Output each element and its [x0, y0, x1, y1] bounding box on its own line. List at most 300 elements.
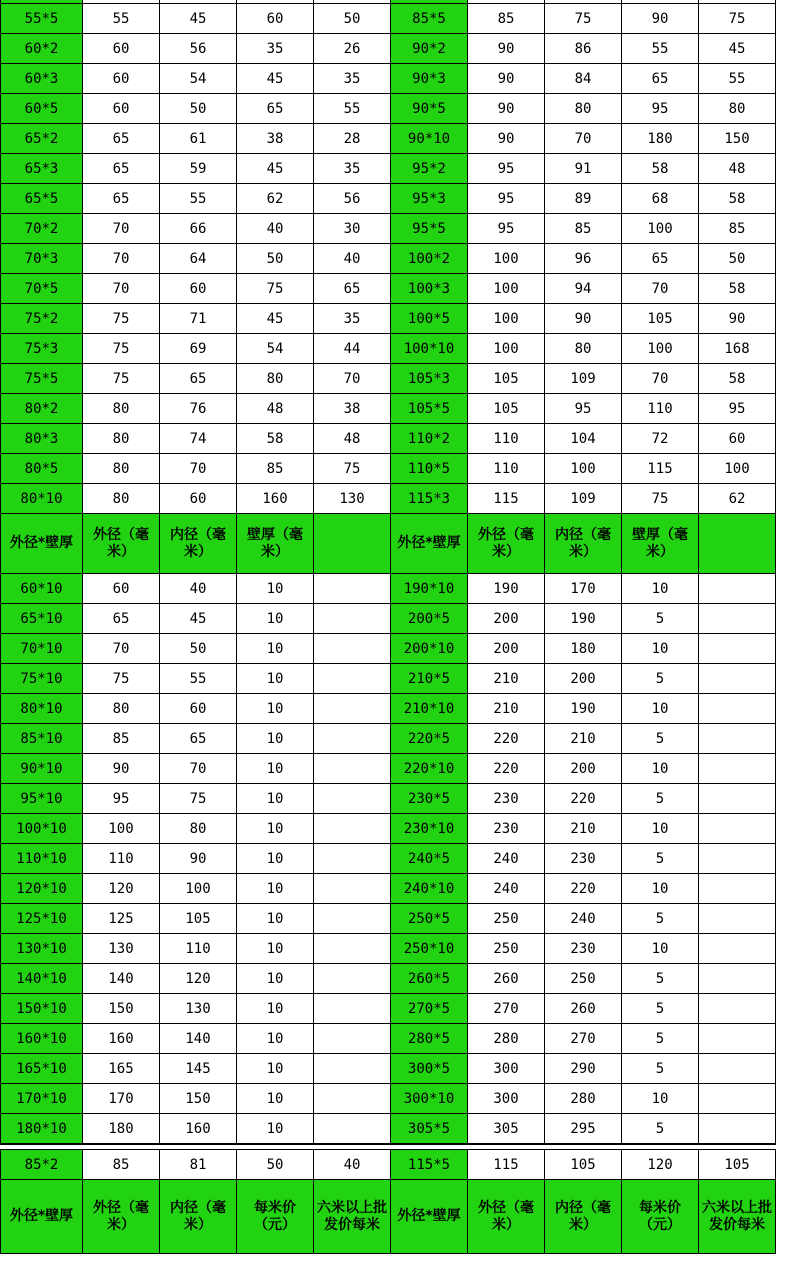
table-cell-col9	[699, 1024, 776, 1054]
table-cell-col9: 60	[699, 424, 776, 454]
table-cell-col7: 91	[545, 154, 622, 184]
table-cell-col6: 105	[468, 364, 545, 394]
table-cell-col6: 270	[468, 994, 545, 1024]
table-cell-col0: 95*10	[0, 784, 83, 814]
table-cell-col7: 70	[545, 124, 622, 154]
table-cell-col6: 240	[468, 844, 545, 874]
table-cell-col4: 40	[314, 244, 391, 274]
table-row	[0, 304, 776, 334]
table-cell-col6: 95	[468, 184, 545, 214]
table-cell-col4: 56	[314, 184, 391, 214]
table-cell-col6: 250	[468, 904, 545, 934]
table-cell-col9	[699, 904, 776, 934]
table-cell-col0: 85*10	[0, 724, 83, 754]
table-cell-col1: 180	[83, 1114, 160, 1144]
table-cell-col6: 240	[468, 874, 545, 904]
table-cell-col5: 200*5	[391, 604, 468, 634]
table-cell-col9	[699, 634, 776, 664]
table-cell-col8: 5	[622, 784, 699, 814]
table-cell-col1: 150	[83, 994, 160, 1024]
table-cell-col8: 65	[622, 64, 699, 94]
table-cell-col4: 35	[314, 154, 391, 184]
table-cell-col5: 220*5	[391, 724, 468, 754]
table-cell-col1: 85	[83, 724, 160, 754]
table-cell-col9	[699, 844, 776, 874]
table-cell-col5: 90*2	[391, 34, 468, 64]
table-row	[0, 64, 776, 94]
table-cell-col3: 10	[237, 814, 314, 844]
table-cell-col3: 62	[237, 184, 314, 214]
table-cell-col2: 71	[160, 304, 237, 334]
table-cell-col8: 10	[622, 634, 699, 664]
table-cell-col8: 115	[622, 454, 699, 484]
table-cell-col2: 80	[160, 814, 237, 844]
table-row	[0, 94, 776, 124]
table-cell-col7: 89	[545, 184, 622, 214]
table-row	[0, 844, 776, 874]
table-cell-col4: 55	[314, 94, 391, 124]
table-cell-col9: 55	[699, 64, 776, 94]
table-cell-col1: 90	[83, 754, 160, 784]
table-row	[0, 1150, 776, 1180]
table-cell-col9	[699, 694, 776, 724]
table-cell-col3: 10	[237, 724, 314, 754]
table-cell-col5: 105*5	[391, 394, 468, 424]
table-cell-col9: 62	[699, 484, 776, 514]
table-cell-col9	[699, 784, 776, 814]
table-cell-col7: 290	[545, 1054, 622, 1084]
table-cell-col8: 55	[622, 34, 699, 64]
table-cell-col8: 100	[622, 334, 699, 364]
table-cell-col8: 5	[622, 1024, 699, 1054]
table-cell-col0: 75*3	[0, 334, 83, 364]
table-cell-col2: 130	[160, 994, 237, 1024]
table-cell-col0: 80*3	[0, 424, 83, 454]
table-cell-col6: 210	[468, 664, 545, 694]
header-cell-col9: 六米以上批发价每米	[699, 1180, 776, 1254]
table-cell-col6: 300	[468, 1084, 545, 1114]
table-row	[0, 154, 776, 184]
table-cell-col8: 10	[622, 754, 699, 784]
table-cell-col0: 70*5	[0, 274, 83, 304]
table-cell-col6: 300	[468, 1054, 545, 1084]
table-cell-col0: 70*10	[0, 634, 83, 664]
table-cell-col4	[314, 964, 391, 994]
table-cell-col3: 85	[237, 454, 314, 484]
table-row	[0, 124, 776, 154]
table-cell-col1: 70	[83, 634, 160, 664]
table-cell-col0: 65*3	[0, 154, 83, 184]
table-cell-col7: 200	[545, 754, 622, 784]
table-cell-col1: 170	[83, 1084, 160, 1114]
table-cell-col9	[699, 874, 776, 904]
table-row	[0, 814, 776, 844]
table-cell-col3: 75	[237, 274, 314, 304]
table-cell-col4	[314, 634, 391, 664]
table-cell-col4	[314, 934, 391, 964]
table-cell-col5: 210*5	[391, 664, 468, 694]
table-cell-col2: 76	[160, 394, 237, 424]
table-cell-col8: 120	[622, 1150, 699, 1180]
table-cell-col4	[314, 1114, 391, 1144]
table-cell-col9	[699, 574, 776, 604]
header-cell-col1: 外径（毫米）	[83, 514, 160, 574]
table-cell-col5: 90*10	[391, 124, 468, 154]
table-cell-col4: 40	[314, 1150, 391, 1180]
table-cell-col1: 125	[83, 904, 160, 934]
table-cell-col9	[699, 964, 776, 994]
table-cell-col6: 115	[468, 1150, 545, 1180]
table-cell-col9: 58	[699, 184, 776, 214]
table-cell-col6: 260	[468, 964, 545, 994]
table-cell-col4: 75	[314, 454, 391, 484]
table-cell-col3: 10	[237, 964, 314, 994]
table-cell-col4: 44	[314, 334, 391, 364]
table-cell-col2: 90	[160, 844, 237, 874]
table-row	[0, 424, 776, 454]
table-cell-col6: 100	[468, 244, 545, 274]
table-cell-col1: 60	[83, 64, 160, 94]
table-cell-col2: 50	[160, 94, 237, 124]
table-cell-col3: 40	[237, 214, 314, 244]
table-row	[0, 1114, 776, 1144]
table-cell-col1: 130	[83, 934, 160, 964]
table-cell-col9	[699, 1084, 776, 1114]
table-cell-col3: 10	[237, 604, 314, 634]
table-row	[0, 34, 776, 64]
table-cell-col4	[314, 844, 391, 874]
table-cell-col2: 40	[160, 574, 237, 604]
table-cell-col4: 48	[314, 424, 391, 454]
table-cell-col3: 10	[237, 844, 314, 874]
table-cell-col7: 80	[545, 94, 622, 124]
table-cell-col9	[699, 1114, 776, 1144]
table-cell-col5: 110*5	[391, 454, 468, 484]
table-cell-col3: 10	[237, 784, 314, 814]
header-cell-col2: 内径（毫米）	[160, 514, 237, 574]
table-cell-col8: 180	[622, 124, 699, 154]
table-cell-col4: 38	[314, 394, 391, 424]
table-cell-col9: 80	[699, 94, 776, 124]
header-cell-col8: 每米价（元）	[622, 1180, 699, 1254]
table-cell-col3: 10	[237, 994, 314, 1024]
table-cell-col2: 55	[160, 664, 237, 694]
table-cell-col9: 75	[699, 4, 776, 34]
table-cell-col5: 240*5	[391, 844, 468, 874]
table-row	[0, 184, 776, 214]
table-cell-col5: 100*3	[391, 274, 468, 304]
table-cell-col2: 75	[160, 784, 237, 814]
table-cell-col9	[699, 814, 776, 844]
table-cell-col6: 100	[468, 304, 545, 334]
table-cell-col5: 190*10	[391, 574, 468, 604]
table-row	[0, 904, 776, 934]
table-cell-col2: 60	[160, 694, 237, 724]
table-cell-col0: 100*10	[0, 814, 83, 844]
table-cell-col4: 50	[314, 4, 391, 34]
table-cell-col1: 80	[83, 424, 160, 454]
header-row	[0, 514, 776, 574]
table-cell-col9: 105	[699, 1150, 776, 1180]
table-cell-col3: 50	[237, 1150, 314, 1180]
table-cell-col9: 90	[699, 304, 776, 334]
table-cell-col4: 130	[314, 484, 391, 514]
table-cell-col1: 70	[83, 274, 160, 304]
table-cell-col8: 75	[622, 484, 699, 514]
table-cell-col2: 81	[160, 1150, 237, 1180]
table-cell-col2: 66	[160, 214, 237, 244]
table-cell-col3: 160	[237, 484, 314, 514]
table-cell-col9	[699, 1054, 776, 1084]
table-cell-col3: 54	[237, 334, 314, 364]
table-cell-col8: 72	[622, 424, 699, 454]
header-cell-col5: 外径*壁厚	[391, 514, 468, 574]
table-row	[0, 694, 776, 724]
table-cell-col7: 230	[545, 934, 622, 964]
table-cell-col2: 61	[160, 124, 237, 154]
table-cell-col8: 10	[622, 814, 699, 844]
table-row	[0, 364, 776, 394]
table-cell-col1: 80	[83, 394, 160, 424]
table-cell-col7: 104	[545, 424, 622, 454]
table-cell-col5: 300*10	[391, 1084, 468, 1114]
table-cell-col7: 80	[545, 334, 622, 364]
table-cell-col4	[314, 724, 391, 754]
table-cell-col3: 50	[237, 244, 314, 274]
table-cell-col7: 96	[545, 244, 622, 274]
table-cell-col7: 170	[545, 574, 622, 604]
table-cell-col9: 100	[699, 454, 776, 484]
table-cell-col1: 100	[83, 814, 160, 844]
table-cell-col0: 60*3	[0, 64, 83, 94]
table-cell-col8: 100	[622, 214, 699, 244]
table-cell-col0: 75*10	[0, 664, 83, 694]
table-cell-col8: 10	[622, 874, 699, 904]
table-cell-col1: 165	[83, 1054, 160, 1084]
table-cell-col7: 90	[545, 304, 622, 334]
table-cell-col3: 35	[237, 34, 314, 64]
table-cell-col7: 295	[545, 1114, 622, 1144]
table-cell-col2: 160	[160, 1114, 237, 1144]
table-row	[0, 4, 776, 34]
table-cell-col4	[314, 1054, 391, 1084]
table-cell-col3: 10	[237, 1114, 314, 1144]
table-cell-col1: 140	[83, 964, 160, 994]
table-cell-col0: 125*10	[0, 904, 83, 934]
table-cell-col0: 60*2	[0, 34, 83, 64]
table-cell-col5: 260*5	[391, 964, 468, 994]
table-cell-col1: 60	[83, 574, 160, 604]
table-cell-col4: 35	[314, 304, 391, 334]
table-cell-col0: 160*10	[0, 1024, 83, 1054]
table-cell-col3: 10	[237, 1024, 314, 1054]
table-cell-col5: 210*10	[391, 694, 468, 724]
table-cell-col4	[314, 604, 391, 634]
table-cell-col5: 250*10	[391, 934, 468, 964]
table-cell-col7: 210	[545, 724, 622, 754]
table-cell-col1: 70	[83, 244, 160, 274]
table-cell-col7: 230	[545, 844, 622, 874]
table-cell-col9	[699, 934, 776, 964]
table-cell-col2: 70	[160, 454, 237, 484]
table-cell-col8: 10	[622, 694, 699, 724]
table-cell-col2: 65	[160, 364, 237, 394]
table-cell-col5: 250*5	[391, 904, 468, 934]
table-cell-col9: 58	[699, 274, 776, 304]
header-cell-col9	[699, 514, 776, 574]
table-cell-col0: 75*5	[0, 364, 83, 394]
table-cell-col8: 5	[622, 604, 699, 634]
table-cell-col2: 59	[160, 154, 237, 184]
table-row	[0, 1024, 776, 1054]
table-cell-col3: 10	[237, 754, 314, 784]
table-cell-col5: 95*3	[391, 184, 468, 214]
table-cell-col7: 75	[545, 4, 622, 34]
table-cell-col5: 240*10	[391, 874, 468, 904]
table-cell-col5: 220*10	[391, 754, 468, 784]
table-cell-col6: 90	[468, 34, 545, 64]
table-cell-col3: 10	[237, 904, 314, 934]
table-cell-col8: 90	[622, 4, 699, 34]
table-cell-col8: 110	[622, 394, 699, 424]
table-cell-col0: 120*10	[0, 874, 83, 904]
table-row	[0, 964, 776, 994]
table-row	[0, 274, 776, 304]
table-cell-col0: 75*2	[0, 304, 83, 334]
table-cell-col5: 230*5	[391, 784, 468, 814]
table-cell-col5: 85*5	[391, 4, 468, 34]
table-cell-col1: 60	[83, 34, 160, 64]
table-cell-col4: 65	[314, 274, 391, 304]
table-cell-col9: 150	[699, 124, 776, 154]
table-cell-col9	[699, 724, 776, 754]
table-cell-col5: 280*5	[391, 1024, 468, 1054]
table-cell-col2: 69	[160, 334, 237, 364]
table-cell-col1: 65	[83, 154, 160, 184]
table-row	[0, 994, 776, 1024]
table-cell-col6: 200	[468, 634, 545, 664]
table-cell-col6: 85	[468, 4, 545, 34]
table-cell-col6: 190	[468, 574, 545, 604]
table-cell-col1: 70	[83, 214, 160, 244]
table-row	[0, 874, 776, 904]
table-cell-col6: 110	[468, 454, 545, 484]
table-cell-col8: 5	[622, 724, 699, 754]
table-cell-col4	[314, 754, 391, 784]
table-cell-col1: 75	[83, 334, 160, 364]
table-cell-col0: 150*10	[0, 994, 83, 1024]
header-cell-col6: 外径（毫米）	[468, 1180, 545, 1254]
table-cell-col8: 65	[622, 244, 699, 274]
header-cell-col4	[314, 514, 391, 574]
table-cell-col8: 5	[622, 664, 699, 694]
table-cell-col9: 48	[699, 154, 776, 184]
table-cell-col3: 60	[237, 4, 314, 34]
header-cell-col3: 壁厚（毫米）	[237, 514, 314, 574]
table-cell-col5: 300*5	[391, 1054, 468, 1084]
table-cell-col9	[699, 994, 776, 1024]
table-cell-col0: 60*5	[0, 94, 83, 124]
table-cell-col1: 65	[83, 604, 160, 634]
table-cell-col4	[314, 574, 391, 604]
table-cell-col2: 45	[160, 4, 237, 34]
table-cell-col9	[699, 604, 776, 634]
table-cell-col7: 94	[545, 274, 622, 304]
table-cell-col8: 70	[622, 274, 699, 304]
table-cell-col6: 305	[468, 1114, 545, 1144]
table-cell-col6: 90	[468, 64, 545, 94]
table-row	[0, 1084, 776, 1114]
table-cell-col2: 105	[160, 904, 237, 934]
table-cell-col4	[314, 874, 391, 904]
table-cell-col0: 85*2	[0, 1150, 83, 1180]
table-cell-col3: 10	[237, 664, 314, 694]
table-cell-col7: 85	[545, 214, 622, 244]
table-row	[0, 604, 776, 634]
table-cell-col1: 80	[83, 454, 160, 484]
table-cell-col6: 95	[468, 154, 545, 184]
header-cell-col0: 外径*壁厚	[0, 514, 83, 574]
table-cell-col0: 80*10	[0, 484, 83, 514]
table-cell-col9: 50	[699, 244, 776, 274]
table-cell-col6: 220	[468, 724, 545, 754]
table-cell-col8: 58	[622, 154, 699, 184]
table-cell-col2: 145	[160, 1054, 237, 1084]
table-cell-col6: 110	[468, 424, 545, 454]
table-row	[0, 334, 776, 364]
table-row	[0, 214, 776, 244]
table-row	[0, 1054, 776, 1084]
table-cell-col2: 64	[160, 244, 237, 274]
table-cell-col7: 190	[545, 604, 622, 634]
table-cell-col5: 95*5	[391, 214, 468, 244]
table-cell-col7: 220	[545, 874, 622, 904]
table-cell-col7: 240	[545, 904, 622, 934]
table-cell-col3: 45	[237, 304, 314, 334]
table-cell-col9: 85	[699, 214, 776, 244]
table-cell-col1: 55	[83, 4, 160, 34]
table-cell-col4	[314, 664, 391, 694]
table-cell-col2: 70	[160, 754, 237, 784]
table-cell-col7: 270	[545, 1024, 622, 1054]
table-cell-col1: 85	[83, 1150, 160, 1180]
table-cell-col3: 10	[237, 574, 314, 604]
table-cell-col1: 65	[83, 124, 160, 154]
table-cell-col0: 180*10	[0, 1114, 83, 1144]
table-cell-col7: 100	[545, 454, 622, 484]
table-cell-col0: 80*10	[0, 694, 83, 724]
table-cell-col9: 95	[699, 394, 776, 424]
table-cell-col7: 109	[545, 364, 622, 394]
table-cell-col0: 90*10	[0, 754, 83, 784]
table-cell-col7: 250	[545, 964, 622, 994]
table-cell-col5: 95*2	[391, 154, 468, 184]
table-row	[0, 724, 776, 754]
table-cell-col2: 60	[160, 274, 237, 304]
table-cell-col8: 5	[622, 844, 699, 874]
table-cell-col3: 10	[237, 1054, 314, 1084]
table-cell-col8: 10	[622, 1084, 699, 1114]
table-cell-col6: 220	[468, 754, 545, 784]
table-cell-col4	[314, 1024, 391, 1054]
table-cell-col2: 140	[160, 1024, 237, 1054]
table-cell-col7: 190	[545, 694, 622, 724]
table-cell-col3: 58	[237, 424, 314, 454]
table-cell-col7: 210	[545, 814, 622, 844]
table-cell-col3: 65	[237, 94, 314, 124]
table-cell-col7: 280	[545, 1084, 622, 1114]
table-cell-col3: 10	[237, 694, 314, 724]
